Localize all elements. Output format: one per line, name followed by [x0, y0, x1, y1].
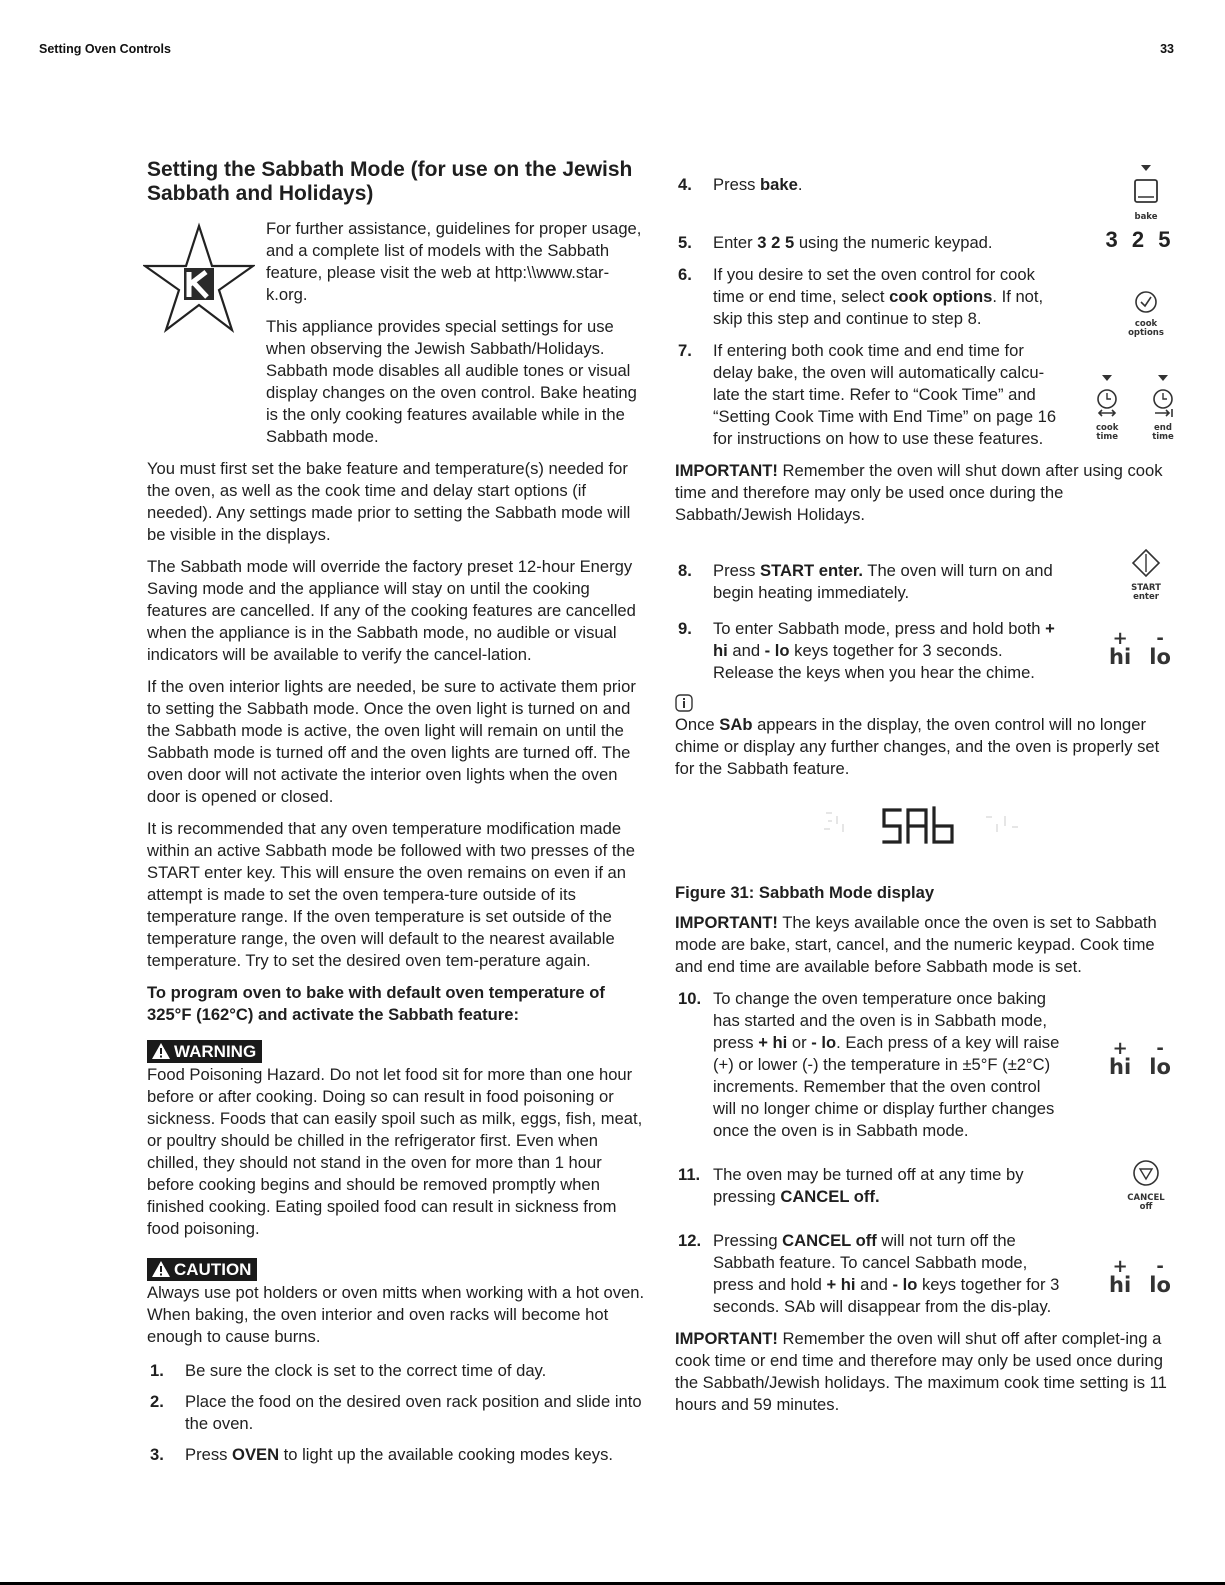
cancel-off-key[interactable] — [1114, 1158, 1178, 1212]
step-text-mid: or — [787, 1033, 812, 1052]
step-number: 4. — [678, 175, 692, 194]
step-number: 1. — [150, 1361, 164, 1380]
info-text-post: appears in the display, the oven control will no longer chime or display any further changes, and the oven is properly set for the Sabbath feature. — [675, 715, 1160, 778]
bake-key-icon — [1133, 178, 1159, 204]
caution-label: CAUTION — [174, 1260, 252, 1279]
star-k-logo-icon — [143, 222, 255, 334]
step-text-post: . — [797, 175, 803, 194]
minus-icon: - — [1156, 1256, 1164, 1277]
hi-lo-keys — [1100, 1256, 1180, 1297]
lo-label: lo — [1149, 645, 1171, 669]
list-item — [147, 1391, 647, 1435]
cook-time-label-1: cook — [1096, 423, 1119, 433]
end-time-label-1: end — [1154, 423, 1172, 433]
step-text-pre: Press — [713, 175, 761, 194]
section-title: Setting the Sabbath Mode (for use on the Jewish Sabbath and Holidays) — [147, 158, 633, 205]
step-text: Be sure the clock is set to the correct time of day. — [185, 1361, 547, 1380]
step-text-key: CANCEL off. — [780, 1187, 880, 1206]
step-text-pre: To change the oven temperature once baking has started and the oven is in Sabbath mode, press — [713, 989, 1047, 1052]
lo-key[interactable] — [1149, 628, 1171, 669]
step-number: 7. — [678, 341, 692, 360]
warning-label: WARNING — [174, 1042, 257, 1061]
step-text-pre: To enter Sabbath mode, press and hold both — [713, 619, 1046, 638]
caution-triangle-icon — [151, 1260, 171, 1278]
step-text-post: using the numeric keypad. — [794, 233, 993, 252]
program-heading: To program oven to bake with default oven temperature of 325°F (162°C) and activate the Sabbath feature: — [147, 983, 605, 1024]
step-number: 2. — [150, 1392, 164, 1411]
bake-indicator-arrow-icon — [1140, 164, 1152, 172]
warning-text: Food Poisoning Hazard. Do not let food sit for more than one hour before or after cooking. Doing so can result in food poisoning or sickness. Foods that can easily spoil such as milk, eggs, fish, meat, or poultry should be chilled in the refrigerator first. Even when chilled, they should not stand in the oven for more than 1 hour before cooking begins and should be removed promptly when finished cooking. Eating spoiled food can result in sickness from food poisoning. — [147, 1065, 643, 1238]
caution-text: Always use pot holders or oven mitts when working with a hot oven. When baking, the oven interior and oven racks will become hot enough to cause burns. — [147, 1283, 645, 1346]
step-text-key-hi: + hi — [758, 1033, 788, 1052]
info-note — [675, 694, 1180, 714]
warning-triangle-icon — [151, 1042, 171, 1060]
bake-key-label: bake — [1134, 212, 1158, 222]
step-text-pre: If you desire to set the oven control for cook time or end time, select — [713, 265, 1035, 306]
step-text-key-lo: - lo — [811, 1033, 837, 1052]
step-number: 5. — [678, 233, 692, 252]
numeric-display — [1100, 229, 1180, 253]
right-column — [675, 162, 1180, 1426]
plus-icon: + — [1112, 1038, 1128, 1059]
hi-key[interactable] — [1109, 628, 1132, 669]
hi-key[interactable] — [1109, 1038, 1132, 1079]
hi-key[interactable] — [1109, 1256, 1132, 1297]
step-10 — [675, 988, 1180, 1142]
page-number: 33 — [1160, 42, 1174, 56]
hi-lo-keys — [1100, 1038, 1180, 1079]
intro-paragraph-2 — [147, 316, 647, 448]
step-text-pre: The oven may be turned off at any time by pressing — [713, 1165, 1024, 1206]
step-6 — [675, 264, 1180, 338]
step-text-post: . If not, skip this step and continue to step 8. — [713, 287, 1044, 328]
step-8 — [675, 560, 1180, 604]
step-text-key: 3 2 5 — [757, 233, 795, 252]
important-note-1 — [675, 460, 1180, 526]
lo-key[interactable] — [1149, 1038, 1171, 1079]
important-note-3 — [675, 1328, 1180, 1416]
cook-options-key[interactable] — [1114, 290, 1178, 338]
paragraph-energy-saving: The Sabbath mode will override the factory preset 12-hour Energy Saving mode and the appliance will stay on until the cooking features are cancelled. If any of the cooking features are cancelled when the appliance is in the Sabbath mode, no audible or visual indicators will be available to verify the cancel-lation. — [147, 557, 636, 664]
important-label: IMPORTANT! — [675, 913, 778, 932]
start-enter-label-1: START — [1131, 583, 1161, 593]
cook-options-label-1: cook — [1134, 319, 1158, 329]
step-text-key-cancel: CANCEL off — [782, 1231, 877, 1250]
list-item — [147, 1444, 647, 1466]
step-text: Place the food on the desired oven rack position and slide into the oven. — [185, 1392, 642, 1433]
minus-icon: - — [1156, 1038, 1164, 1059]
step-number: 6. — [678, 265, 692, 284]
left-steps-list — [147, 1360, 647, 1466]
important-label: IMPORTANT! — [675, 1329, 778, 1348]
step-number: 8. — [678, 561, 692, 580]
step-text-post: keys together for 3 seconds. Release the keys when you hear the chime. — [713, 641, 1035, 682]
start-enter-key[interactable] — [1114, 548, 1178, 602]
step-11 — [675, 1164, 1180, 1212]
step-text-pre: Enter — [713, 233, 758, 252]
step-number: 9. — [678, 619, 692, 638]
cook-time-key[interactable] — [1096, 366, 1118, 442]
step-text-key-lo: - lo — [892, 1275, 918, 1294]
cook-time-label-2: time — [1096, 432, 1118, 442]
info-text-sab: SAb — [719, 715, 753, 734]
sabbath-display-figure — [675, 798, 1180, 856]
step-text-key-lo: - lo — [764, 641, 790, 660]
step-4 — [675, 162, 1180, 222]
step-number: 10. — [678, 989, 702, 1008]
end-time-clock-icon — [1152, 388, 1174, 418]
cook-options-label-2: options — [1128, 328, 1164, 338]
step-12 — [675, 1230, 1180, 1318]
hi-label: hi — [1109, 1055, 1132, 1079]
step-text-post: to light up the available cooking modes keys. — [279, 1445, 613, 1464]
end-time-key[interactable] — [1152, 366, 1174, 442]
step-text-pre: Press — [185, 1445, 233, 1464]
step-5 — [675, 227, 1180, 254]
step-text-key: OVEN — [232, 1445, 280, 1464]
step-text-key-hi: + hi — [713, 619, 1055, 660]
sab-segment-display-icon — [818, 798, 1038, 850]
end-time-arrow-icon — [1157, 374, 1169, 382]
intro-paragraph-2-text: This appliance provides special settings for use when observing the Jewish Sabbath/Holidays. Sabbath mode disables all audible tones or visual display changes on the oven control. Bake heating is the only cooking features available while in the Sabbath mode. — [266, 317, 637, 446]
important-text: The keys available once the oven is set to Sabbath mode are bake, start, cancel, and the numeric keypad. Cook time and end time are available before Sabbath mode is set. — [675, 913, 1157, 976]
cancel-label-1: CANCEL — [1127, 1193, 1165, 1203]
step-text-key: START enter. — [760, 561, 863, 580]
paragraph-oven-lights: If the oven interior lights are needed, be sure to activate them prior to setting the Sabbath mode. Once the oven light is turned on and the Sabbath mode is active, the oven light will remain on until the Sabbath mode is turned off and the oven lights are turned off. The oven door will not activate the interior oven lights when the oven door is opened or closed. — [147, 677, 636, 806]
paragraph-temperature-modification: It is recommended that any oven temperature modification made within an active Sabbath mode be followed with two presses of the START enter key. This will ensure the oven remains on even if an attempt is made to set the oven tempera-ture outside of its temperature range. If the oven temperature is set outside of the temperature range, the oven will default to the nearest available temperature. Try to set the desired oven tem-perature again. — [147, 819, 635, 970]
intro-paragraph-1: For further assistance, guidelines for proper usage, and a complete list of models with the Sabbath feature, please visit the web at http:\\www.star-k.org. — [266, 219, 642, 304]
step-text-post: . Each press of a key will raise (+) or lower (-) the temperature in ±5°F (±2°C) increments. Remember that the oven control will no longer chime or display further changes once the oven is in Sabbath mode. — [713, 1033, 1060, 1140]
step-text-post: keys together for 3 seconds. SAb will disappear from the dis-play. — [713, 1275, 1060, 1316]
info-icon — [675, 694, 693, 712]
step-text-post: The oven will turn on and begin heating immediately. — [713, 561, 1053, 602]
plus-icon: + — [1112, 1256, 1128, 1277]
list-item — [147, 1360, 647, 1382]
intro-block — [147, 218, 647, 306]
cook-time-clock-icon — [1096, 388, 1118, 418]
step-text-key: bake — [760, 175, 798, 194]
hi-lo-keys — [1100, 628, 1180, 669]
hi-label: hi — [1109, 1273, 1132, 1297]
step-text-pre: Pressing — [713, 1231, 783, 1250]
important-label: IMPORTANT! — [675, 461, 778, 480]
cook-time-arrow-icon — [1101, 374, 1113, 382]
time-keys — [1090, 366, 1180, 442]
bake-key[interactable] — [1114, 156, 1178, 222]
step-number: 3. — [150, 1445, 164, 1464]
step-text-key: cook options — [889, 287, 993, 306]
important-text: Remember the oven will shut off after complet-ing a cook time or end time and therefore may only be used once during the Sabbath/Jewish holidays. The maximum cook time setting is 11 hours and 59 minutes. — [675, 1329, 1167, 1414]
step-text-mid-2: and — [855, 1275, 893, 1294]
step-text-mid: and — [727, 641, 765, 660]
running-header-section: Setting Oven Controls — [39, 42, 171, 56]
start-enter-icon — [1131, 548, 1161, 578]
warning-badge — [147, 1040, 262, 1063]
step-text: If entering both cook time and end time for delay bake, the oven will automatically calcu-late the start time. Refer to “Cook Time” and “Setting Cook Time with End Time” on page 16 for instructions on how to use these features. — [713, 341, 1057, 448]
lo-key[interactable] — [1149, 1256, 1171, 1297]
hi-label: hi — [1109, 645, 1132, 669]
info-paragraph — [675, 714, 1180, 780]
temperature-entry: 3 2 5 — [1105, 227, 1175, 252]
important-text: Remember the oven will shut down after using cook time and therefore may only be used once during the Sabbath/Jewish Holidays. — [675, 461, 1163, 524]
figure-caption: Figure 31: Sabbath Mode display — [675, 883, 935, 902]
end-time-label-2: time — [1152, 432, 1174, 442]
cancel-label-2: off — [1139, 1202, 1153, 1212]
lo-label: lo — [1149, 1273, 1171, 1297]
lo-label: lo — [1149, 1055, 1171, 1079]
info-text-pre: Once — [675, 715, 720, 734]
minus-icon: - — [1156, 628, 1164, 649]
caution-badge — [147, 1258, 257, 1281]
start-enter-label-2: enter — [1133, 592, 1159, 602]
step-text-pre: Press — [713, 561, 761, 580]
step-7 — [675, 340, 1180, 450]
step-number: 11. — [678, 1165, 701, 1184]
cook-options-icon — [1134, 290, 1158, 314]
cancel-icon — [1131, 1158, 1161, 1188]
step-9 — [675, 618, 1180, 684]
left-column — [147, 158, 647, 1475]
important-note-2 — [675, 912, 1180, 978]
step-text-mid-1: will not turn off the Sabbath feature. To cancel Sabbath mode, press and hold — [713, 1231, 1028, 1294]
paragraph-bake-settings: You must first set the bake feature and temperature(s) needed for the oven, as well as the cook time and delay start options (if needed). Any settings made prior to setting the Sabbath mode will be visible in the displays. — [147, 459, 631, 544]
step-number: 12. — [678, 1231, 702, 1250]
step-text-key-hi: + hi — [826, 1275, 856, 1294]
plus-icon: + — [1112, 628, 1128, 649]
